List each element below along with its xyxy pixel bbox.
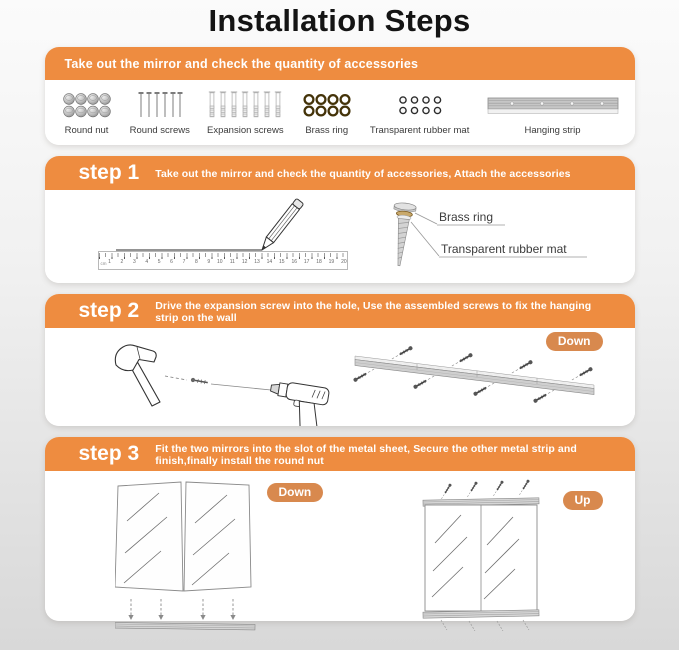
- hammer-icon: [115, 345, 160, 406]
- steps-container: [45, 47, 635, 621]
- step3-card: [45, 437, 635, 621]
- mirrors-drawing: [115, 479, 260, 631]
- accessory-expansion-screws: [207, 87, 284, 136]
- step1-description: Take out the mirror and check the quantity of accessories, Attach the accessories: [155, 168, 571, 180]
- step2-card: [45, 294, 635, 426]
- accessory-brass-ring: [301, 87, 353, 136]
- pencil-icon: [258, 198, 303, 253]
- step2-label: step 2: [78, 299, 140, 322]
- down-badge: Down: [267, 483, 324, 502]
- screw-icon: [387, 202, 415, 267]
- step2-header: [45, 294, 635, 328]
- step1-body: [45, 190, 635, 283]
- brass-ring-icon: [301, 93, 353, 118]
- down-badge: Down: [546, 332, 603, 351]
- cabinet-up-illustration: [417, 479, 607, 619]
- accessory-label: Round nut: [64, 125, 109, 136]
- round-screws-icon: [137, 90, 183, 120]
- round-nut-icon: [61, 92, 113, 119]
- step1-label: step 1: [78, 161, 140, 184]
- pencil-line-drawing: [90, 196, 360, 254]
- rubber-mat-icon: [397, 94, 443, 117]
- accessory-label: Transparent rubber mat: [369, 125, 470, 136]
- step3-header: [45, 437, 635, 471]
- accessory-label: Brass ring: [305, 125, 349, 136]
- metal-strip: [115, 623, 255, 630]
- hanging-strip-illustration: [347, 330, 605, 426]
- accessories-list: [45, 80, 635, 145]
- hammer-drill-illustration: [65, 330, 335, 426]
- page-title: Installation Steps: [208, 3, 471, 38]
- ruler-unit: cm: [100, 261, 107, 266]
- down-arrows: [131, 599, 233, 615]
- drill-icon: [263, 380, 330, 426]
- screw-assembly-illustration: [375, 200, 605, 286]
- accessories-card: [45, 47, 635, 145]
- step3-body: [45, 471, 635, 621]
- ruler: [98, 251, 348, 270]
- mirror-panel: [115, 482, 183, 591]
- accessory-hanging-strip: [487, 87, 619, 136]
- accessories-header-text: Take out the mirror and check the quantity of accessories: [64, 56, 419, 71]
- step1-header: [45, 156, 635, 190]
- cabinet-drawing: [417, 479, 547, 631]
- mirrors-down-illustration: [115, 479, 312, 619]
- step3-label: step 3: [78, 442, 140, 465]
- step2-description: Drive the expansion screw into the hole, Use the assembled screws to fix the hanging strip on the wall: [155, 300, 592, 324]
- step1-card: [45, 156, 635, 283]
- hanging-strip-icon: [487, 95, 619, 116]
- accessory-label: Hanging strip: [524, 125, 581, 136]
- ruler-numbers: 1 2 3 4 5 6 7 8 9 10 11 12 13 14 15 16 17 18 19 20: [108, 259, 347, 265]
- ruler-pencil-illustration: [90, 196, 360, 270]
- strip-top-face: [355, 356, 594, 389]
- accessories-header: [45, 47, 635, 80]
- accessory-label: Expansion screws: [207, 125, 284, 136]
- step3-description: Fit the two mirrors into the slot of the metal sheet, Secure the other metal strip and finish,finally install the round nut: [155, 443, 577, 467]
- accessory-round-nut: [61, 87, 113, 136]
- bottom-screw-marks: [441, 620, 529, 631]
- small-screw-icon: [190, 378, 208, 385]
- accessory-round-screws: [130, 87, 190, 136]
- callout-rubber-mat: Transparent rubber mat: [440, 242, 567, 256]
- step2-body: [45, 328, 635, 426]
- mirror-panel: [184, 482, 251, 591]
- callout-brass-ring: Brass ring: [438, 210, 493, 224]
- expansion-screws-icon: [207, 89, 283, 121]
- up-badge: Up: [563, 491, 603, 510]
- accessory-rubber-mat: [370, 87, 469, 136]
- accessory-label: Round screws: [129, 125, 190, 136]
